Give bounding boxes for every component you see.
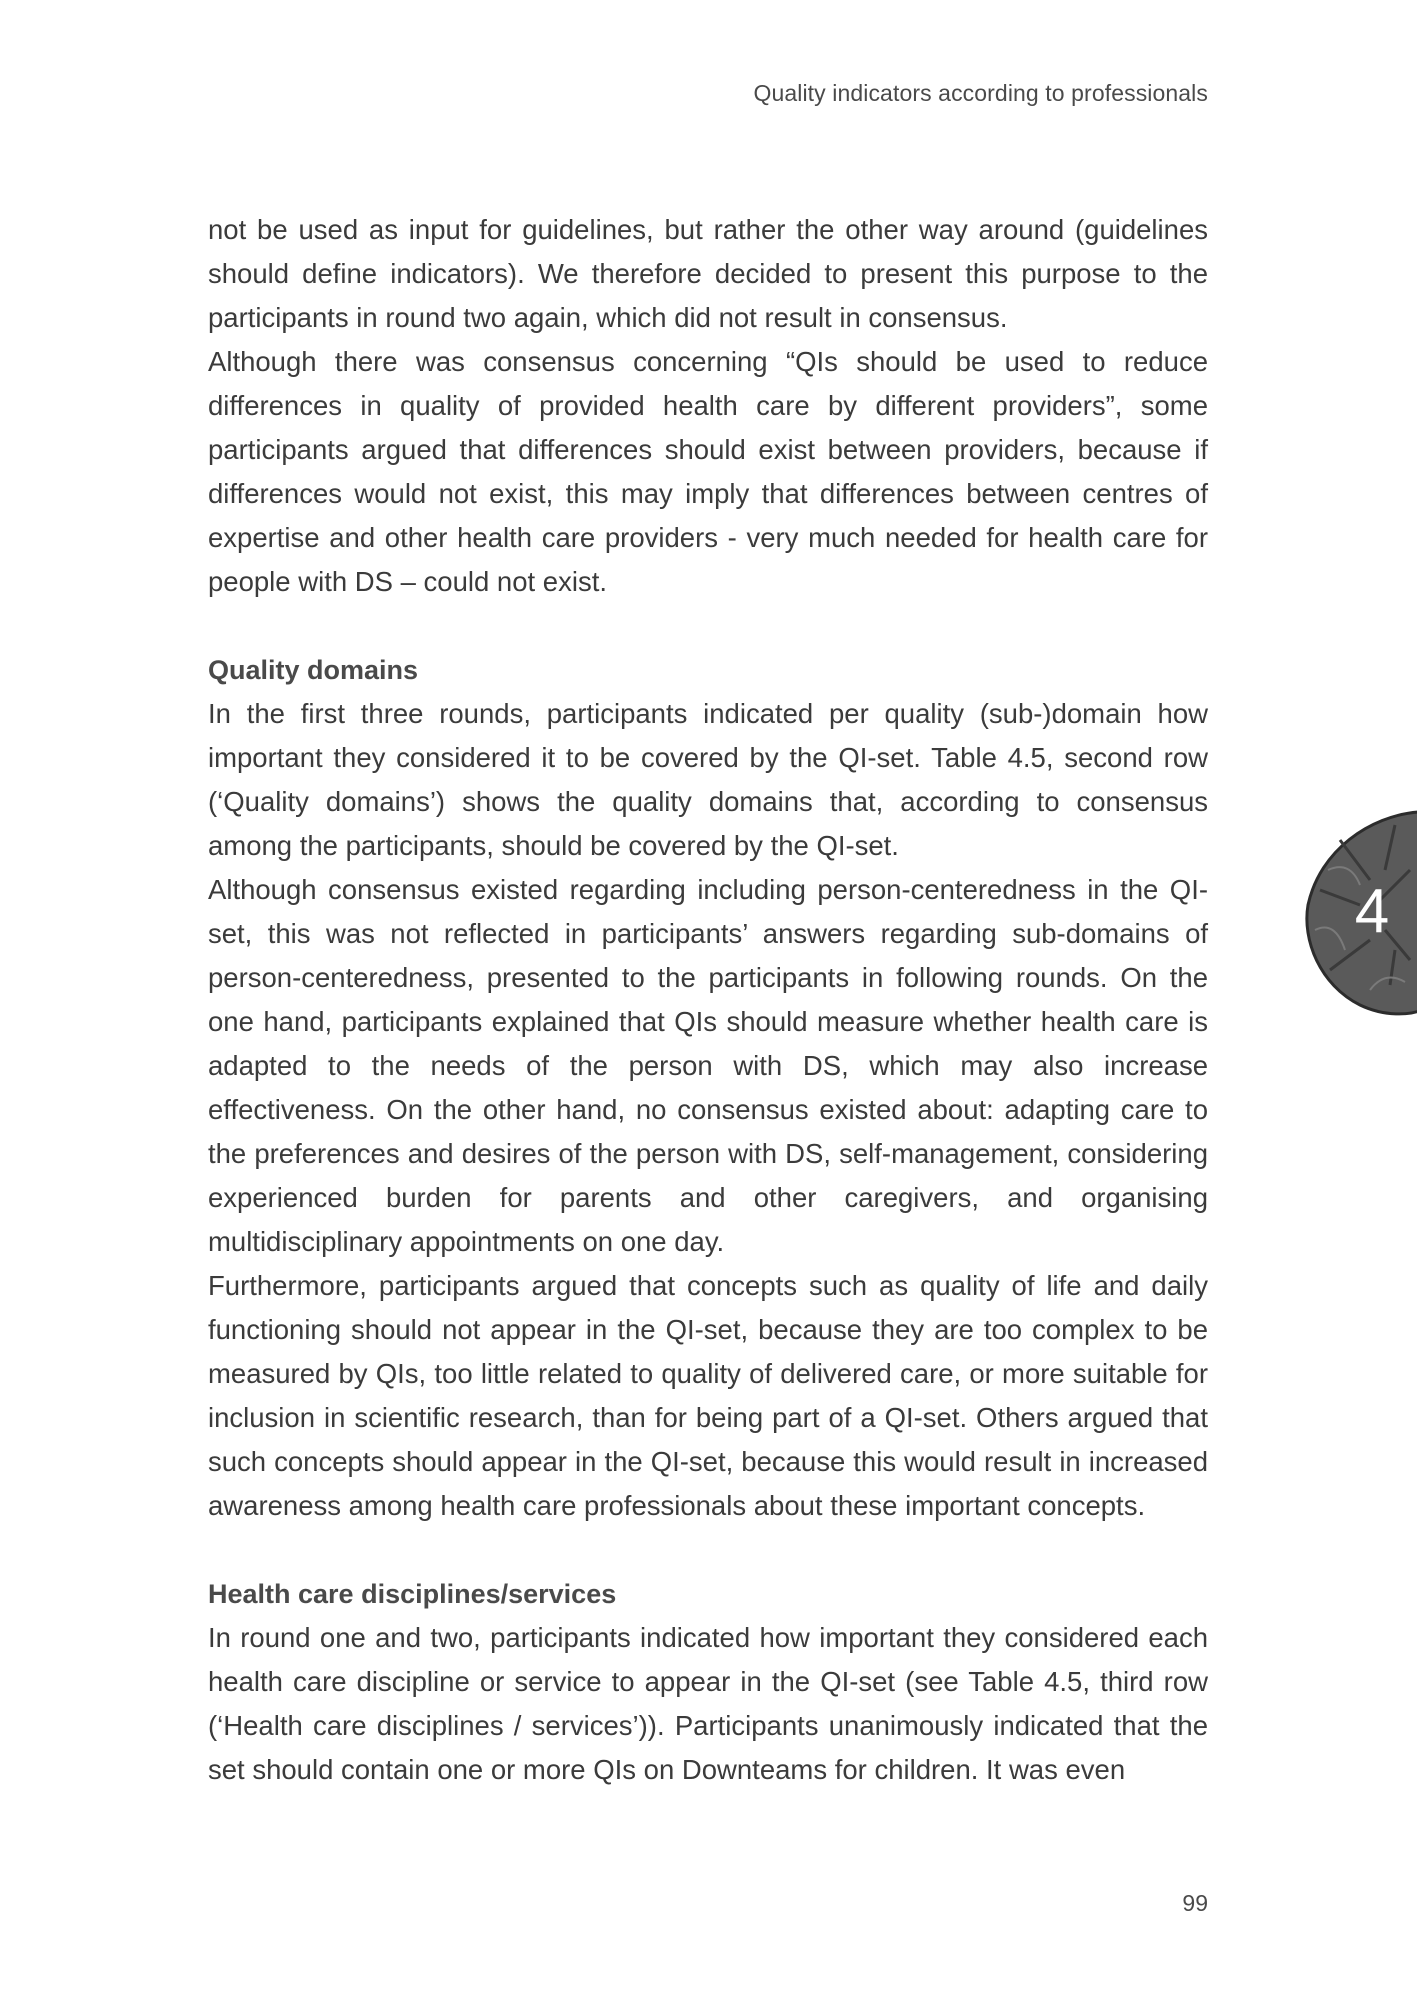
paragraph: Although there was consensus concerning “QIs should be used to reduce differences in quality of provided health care by different providers”, some participants argued that differences should exist between providers, because if differences would not exist, this may imply that differences between centres of expertise and other health care providers - very much needed for health care for people with DS – could not exist.: [208, 346, 1208, 597]
chapter-tab: [1300, 810, 1417, 1020]
paragraph: Furthermore, participants argued that concepts such as quality of life and daily functioning should not appear in the QI-set, because they are too complex to be measured by QIs, too little related to quality of delivered care, or more suitable for inclusion in scientific research, than for being part of a QI-set. Others argued that such concepts should appear in the QI-set, because this would result in increased awareness among health care professionals about these important concepts.: [208, 1270, 1208, 1521]
section-heading-health-care-disciplines: Health care disciplines/services: [208, 1579, 617, 1609]
body-text: [208, 208, 1208, 1792]
running-header: Quality indicators according to professionals: [753, 80, 1208, 106]
paragraph: Although consensus existed regarding including person-centeredness in the QI-set, this was not reflected in participants’ answers regarding sub-domains of person-centeredness, presented to the participants in following rounds. On the one hand, participants explained that QIs should measure whether health care is adapted to the needs of the person with DS, which may also increase effectiveness. On the other hand, no consensus existed about: adapting care to the preferences and desires of the person with DS, self-management, considering experienced burden for parents and other caregivers, and organising multidisciplinary appointments on one day.: [208, 874, 1208, 1257]
chapter-number: 4: [1354, 877, 1390, 946]
paragraph: not be used as input for guidelines, but rather the other way around (guidelines should define indicators). We therefore decided to present this purpose to the participants in round two again, which did not result in consensus.: [208, 214, 1208, 333]
paragraph: In the first three rounds, participants indicated per quality (sub-)domain how important they considered it to be covered by the QI-set. Table 4.5, second row (‘Quality domains’) shows the quality domains that, according to consensus among the participants, should be covered by the QI-set.: [208, 698, 1208, 861]
section-heading-quality-domains: Quality domains: [208, 655, 419, 685]
page-number: 99: [1182, 1890, 1208, 1916]
paragraph: In round one and two, participants indicated how important they considered each health care discipline or service to appear in the QI-set (see Table 4.5, third row (‘Health care disciplines / services’)). Participants unanimously indicated that the set should contain one or more QIs on Downteams for children. It was even: [208, 1622, 1208, 1785]
chapter-badge-icon: [1300, 810, 1417, 1020]
